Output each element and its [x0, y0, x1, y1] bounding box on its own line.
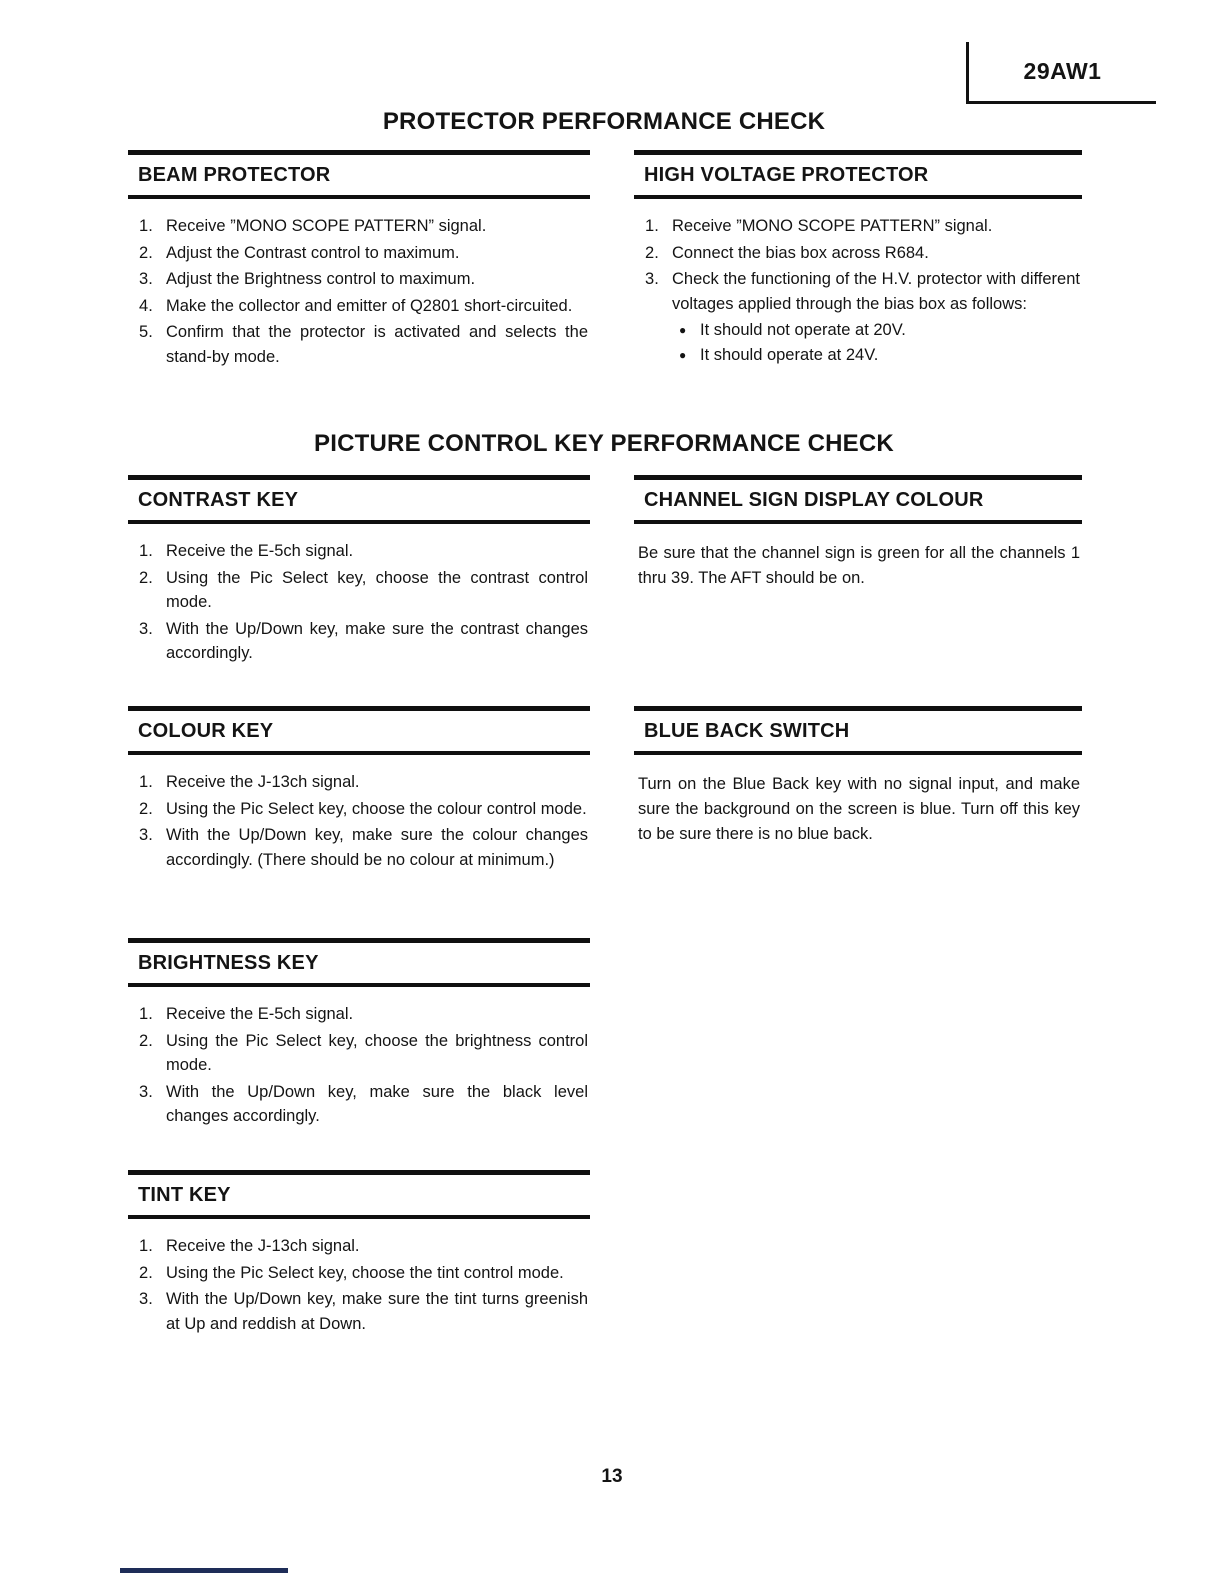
list-item-text: Using the Pic Select key, choose the colour control mode. [166, 799, 587, 818]
section-contrast-key [128, 475, 590, 668]
list-item [166, 1002, 588, 1027]
list-item [166, 1029, 588, 1078]
list-item [166, 1234, 588, 1259]
numbered-list [128, 1002, 590, 1129]
list-item [166, 1287, 588, 1336]
numbered-list [634, 214, 1082, 367]
list-item [166, 617, 588, 666]
list-item [672, 214, 1080, 239]
bullet-item-text: It should operate at 24V. [700, 345, 879, 364]
bullet-item [700, 318, 1080, 343]
section-heading-tint-key: TINT KEY [128, 1170, 590, 1219]
numbered-list [128, 214, 590, 369]
list-item-text: With the Up/Down key, make sure the contrast changes accordingly. [166, 619, 588, 662]
list-item-text: Using the Pic Select key, choose the brightness control mode. [166, 1031, 588, 1074]
list-item-text: With the Up/Down key, make sure the colour changes accordingly. (There should be no colour at minimum.) [166, 826, 588, 869]
bullet-item-text: It should not operate at 20V. [700, 321, 906, 339]
list-item-text: Receive the E-5ch signal. [166, 1005, 354, 1023]
list-item-text: Receive the J-13ch signal. [166, 1237, 360, 1255]
section-blue-back-switch [634, 706, 1082, 847]
list-item [166, 770, 588, 795]
title-protector-performance-check: PROTECTOR PERFORMANCE CHECK [382, 108, 826, 135]
section-body-text: Be sure that the channel sign is green for all the channels 1 thru 39. The AFT should be on. [638, 544, 1080, 587]
section-heading-colour-key: COLOUR KEY [128, 706, 590, 755]
list-item [166, 214, 588, 239]
list-item-text: Adjust the Contrast control to maximum. [166, 243, 460, 262]
list-item-text: With the Up/Down key, make sure the tint turns greenish at Up and reddish at Down. [166, 1290, 588, 1333]
list-item [166, 823, 588, 872]
section-heading-brightness-key: BRIGHTNESS KEY [128, 938, 590, 987]
section-channel-sign-display-colour [634, 475, 1082, 591]
list-item-text: Receive the J-13ch signal. [166, 773, 360, 791]
bullet-item [700, 343, 1080, 368]
list-item-text: Receive ”MONO SCOPE PATTERN” signal. [166, 217, 487, 235]
model-number-box [966, 42, 1156, 104]
section-high-voltage-protector [634, 150, 1082, 369]
list-item [166, 241, 588, 266]
page-number: 13 [601, 1466, 623, 1487]
section-heading-channel-sign-display-colour: CHANNEL SIGN DISPLAY COLOUR [634, 475, 1082, 524]
list-item [672, 267, 1080, 367]
section-tint-key [128, 1170, 590, 1338]
footer-rule [120, 1568, 288, 1573]
list-item-text: Connect the bias box across R684. [672, 243, 929, 262]
list-item-text: Using the Pic Select key, choose the contrast control mode. [166, 568, 588, 611]
section-colour-key [128, 706, 590, 874]
bullet-list [672, 318, 1080, 367]
list-item [166, 1261, 588, 1286]
list-item [166, 294, 588, 319]
title-picture-control-key-performance-check: PICTURE CONTROL KEY PERFORMANCE CHECK [314, 430, 894, 457]
section-heading-beam-protector: BEAM PROTECTOR [128, 150, 590, 199]
section-heading-high-voltage-protector: HIGH VOLTAGE PROTECTOR [634, 150, 1082, 199]
section-brightness-key [128, 938, 590, 1131]
list-item [166, 1080, 588, 1129]
list-item-text: With the Up/Down key, make sure the black level changes accordingly. [166, 1082, 588, 1125]
list-item [166, 797, 588, 822]
list-item [672, 241, 1080, 266]
list-item-text: Using the Pic Select key, choose the tint control mode. [166, 1263, 564, 1282]
list-item [166, 320, 588, 369]
list-item [166, 539, 588, 564]
model-number: 29AW1 [1023, 58, 1102, 84]
section-heading-contrast-key: CONTRAST KEY [128, 475, 590, 524]
list-item-text: Make the collector and emitter of Q2801 short-circuited. [166, 296, 573, 315]
numbered-list [128, 1234, 590, 1336]
numbered-list [128, 539, 590, 666]
list-item-text: Receive ”MONO SCOPE PATTERN” signal. [672, 217, 993, 235]
list-item-text: Confirm that the protector is activated and selects the stand-by mode. [166, 323, 588, 366]
list-item-text: Adjust the Brightness control to maximum. [166, 270, 476, 288]
list-item-text: Check the functioning of the H.V. protector with different voltages applied through the bias box as follows: [672, 270, 1080, 313]
section-body-text: Turn on the Blue Back key with no signal input, and make sure the background on the screen is blue. Turn off this key to be sure there is no blue back. [638, 775, 1080, 843]
numbered-list [128, 770, 590, 872]
list-item [166, 566, 588, 615]
list-item [166, 267, 588, 292]
section-heading-blue-back-switch: BLUE BACK SWITCH [634, 706, 1082, 755]
list-item-text: Receive the E-5ch signal. [166, 542, 354, 560]
section-beam-protector [128, 150, 590, 371]
